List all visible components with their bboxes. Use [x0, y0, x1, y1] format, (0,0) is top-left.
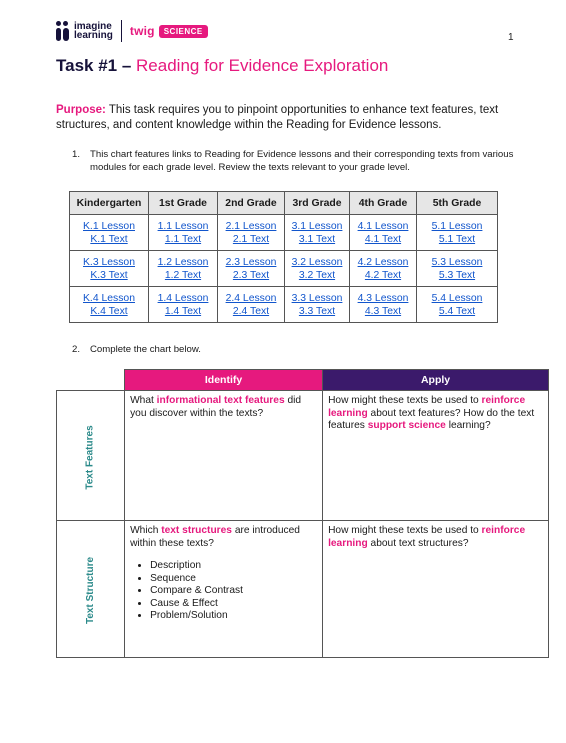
page-header	[56, 18, 208, 44]
grade-cell	[285, 251, 350, 287]
title-prefix: Task #1 –	[56, 56, 132, 75]
instruction-number: 2.	[72, 344, 81, 355]
grade-cell	[417, 215, 498, 251]
grade-cell	[70, 215, 149, 251]
page-number: 1	[508, 32, 514, 43]
lesson-link[interactable]: K.1 Lesson	[83, 220, 135, 232]
lesson-link[interactable]: 3.3 Lesson	[291, 292, 343, 304]
text-link[interactable]: 1.4 Text	[164, 305, 202, 317]
grade-cell	[70, 287, 149, 323]
text-link[interactable]: K.3 Text	[90, 269, 128, 281]
lesson-link[interactable]: K.4 Lesson	[83, 292, 135, 304]
instruction-text: This chart features links to Reading for Evidence lessons and their corresponding texts from various modules for each grade level. Review the texts relevant to your grade level.	[90, 149, 514, 173]
text-structure-apply-cell[interactable]: How might these texts be used to reinforce learning about text structures?	[323, 521, 549, 658]
lesson-link[interactable]: 5.4 Lesson	[431, 292, 483, 304]
table-row	[70, 251, 498, 287]
text-structure-row	[57, 521, 549, 658]
list-item: • Cause & Effect	[150, 598, 317, 611]
list-item: • Compare & Contrast	[150, 585, 317, 598]
logo-divider	[121, 20, 122, 42]
text-link[interactable]: 4.1 Text	[364, 233, 402, 245]
empty-corner	[57, 370, 125, 391]
text-features-apply-cell[interactable]: How might these texts be used to reinforce learning about text features? How do the text features support science learning?	[323, 391, 549, 521]
text-link[interactable]: 3.1 Text	[298, 233, 336, 245]
grade-cell	[350, 251, 417, 287]
text-link[interactable]: 3.2 Text	[298, 269, 336, 281]
lesson-link[interactable]: 5.1 Lesson	[431, 220, 483, 232]
grade-cell	[350, 287, 417, 323]
list-item: • Problem/Solution	[150, 610, 317, 623]
grade-cell	[218, 251, 285, 287]
text-link[interactable]: 3.3 Text	[298, 305, 336, 317]
text-features-identify-cell[interactable]: What informational text features did you discover within the texts?	[125, 391, 323, 521]
lesson-link[interactable]: 3.2 Lesson	[291, 256, 343, 268]
text-structure-side-label: Text Structure	[57, 521, 125, 658]
header-2nd-grade: 2nd Grade	[218, 192, 285, 215]
grade-cell	[149, 251, 218, 287]
lesson-link[interactable]: 4.3 Lesson	[357, 292, 409, 304]
lesson-link[interactable]: 1.2 Lesson	[157, 256, 209, 268]
apply-header: Apply	[323, 370, 549, 391]
table-row	[70, 215, 498, 251]
text-link[interactable]: 2.3 Text	[232, 269, 270, 281]
header-kindergarten: Kindergarten	[70, 192, 149, 215]
lesson-link[interactable]: 5.3 Lesson	[431, 256, 483, 268]
grade-cell	[149, 287, 218, 323]
list-item: • Description	[150, 560, 317, 573]
instruction-text: Complete the chart below.	[90, 344, 201, 355]
work-header-row	[57, 370, 549, 391]
text-features-side-label: Text Features	[57, 391, 125, 521]
text-link[interactable]: 1.2 Text	[164, 269, 202, 281]
purpose-label: Purpose:	[56, 104, 106, 116]
identify-header: Identify	[125, 370, 323, 391]
text-structure-list	[130, 560, 317, 623]
text-link[interactable]: 2.4 Text	[232, 305, 270, 317]
lesson-link[interactable]: 4.1 Lesson	[357, 220, 409, 232]
text-link[interactable]: 5.1 Text	[438, 233, 476, 245]
text-features-row	[57, 391, 549, 521]
lesson-link[interactable]: 1.1 Lesson	[157, 220, 209, 232]
lesson-link[interactable]: 2.3 Lesson	[225, 256, 277, 268]
lesson-link[interactable]: 2.1 Lesson	[225, 220, 277, 232]
grade-cell	[417, 287, 498, 323]
imagine-learning-wordmark: imagine learning	[74, 21, 113, 41]
text-link[interactable]: 4.2 Text	[364, 269, 402, 281]
grade-cell	[70, 251, 149, 287]
lesson-link[interactable]: 3.1 Lesson	[291, 220, 343, 232]
grade-cell	[218, 215, 285, 251]
instruction-number: 1.	[72, 149, 81, 160]
grade-links-table	[69, 191, 498, 323]
grade-cell	[417, 251, 498, 287]
purpose-paragraph	[56, 103, 526, 133]
list-item: • Sequence	[150, 573, 317, 586]
grade-cell	[149, 215, 218, 251]
lesson-link[interactable]: 2.4 Lesson	[225, 292, 277, 304]
lesson-link[interactable]: 4.2 Lesson	[357, 256, 409, 268]
science-badge: SCIENCE	[159, 25, 208, 38]
header-5th-grade: 5th Grade	[417, 192, 498, 215]
text-link[interactable]: K.4 Text	[90, 305, 128, 317]
text-link[interactable]: 5.4 Text	[438, 305, 476, 317]
page-title	[56, 56, 388, 76]
header-4th-grade: 4th Grade	[350, 192, 417, 215]
grade-cell	[218, 287, 285, 323]
text-link[interactable]: 1.1 Text	[164, 233, 202, 245]
grade-cell	[285, 215, 350, 251]
text-link[interactable]: K.1 Text	[90, 233, 128, 245]
text-structure-identify-cell[interactable]: Which text structures are introduced within these texts? • Description • Sequence • Compare & Contrast • Cause & Effect • Problem/Solution	[125, 521, 323, 658]
grade-header-row	[70, 192, 498, 215]
text-link[interactable]: 2.1 Text	[232, 233, 270, 245]
imagine-learning-logo-icon	[56, 21, 70, 41]
grade-cell	[285, 287, 350, 323]
lesson-link[interactable]: K.3 Lesson	[83, 256, 135, 268]
twig-wordmark: twig	[129, 24, 155, 38]
purpose-text: This task requires you to pinpoint opportunities to enhance text features, text structures, and content knowledge within the Reading for Evidence lessons.	[56, 104, 499, 131]
text-link[interactable]: 5.3 Text	[438, 269, 476, 281]
header-3rd-grade: 3rd Grade	[285, 192, 350, 215]
identify-apply-table	[56, 369, 549, 658]
title-main: Reading for Evidence Exploration	[136, 56, 389, 75]
grade-cell	[350, 215, 417, 251]
header-1st-grade: 1st Grade	[149, 192, 218, 215]
table-row	[70, 287, 498, 323]
lesson-link[interactable]: 1.4 Lesson	[157, 292, 209, 304]
text-link[interactable]: 4.3 Text	[364, 305, 402, 317]
